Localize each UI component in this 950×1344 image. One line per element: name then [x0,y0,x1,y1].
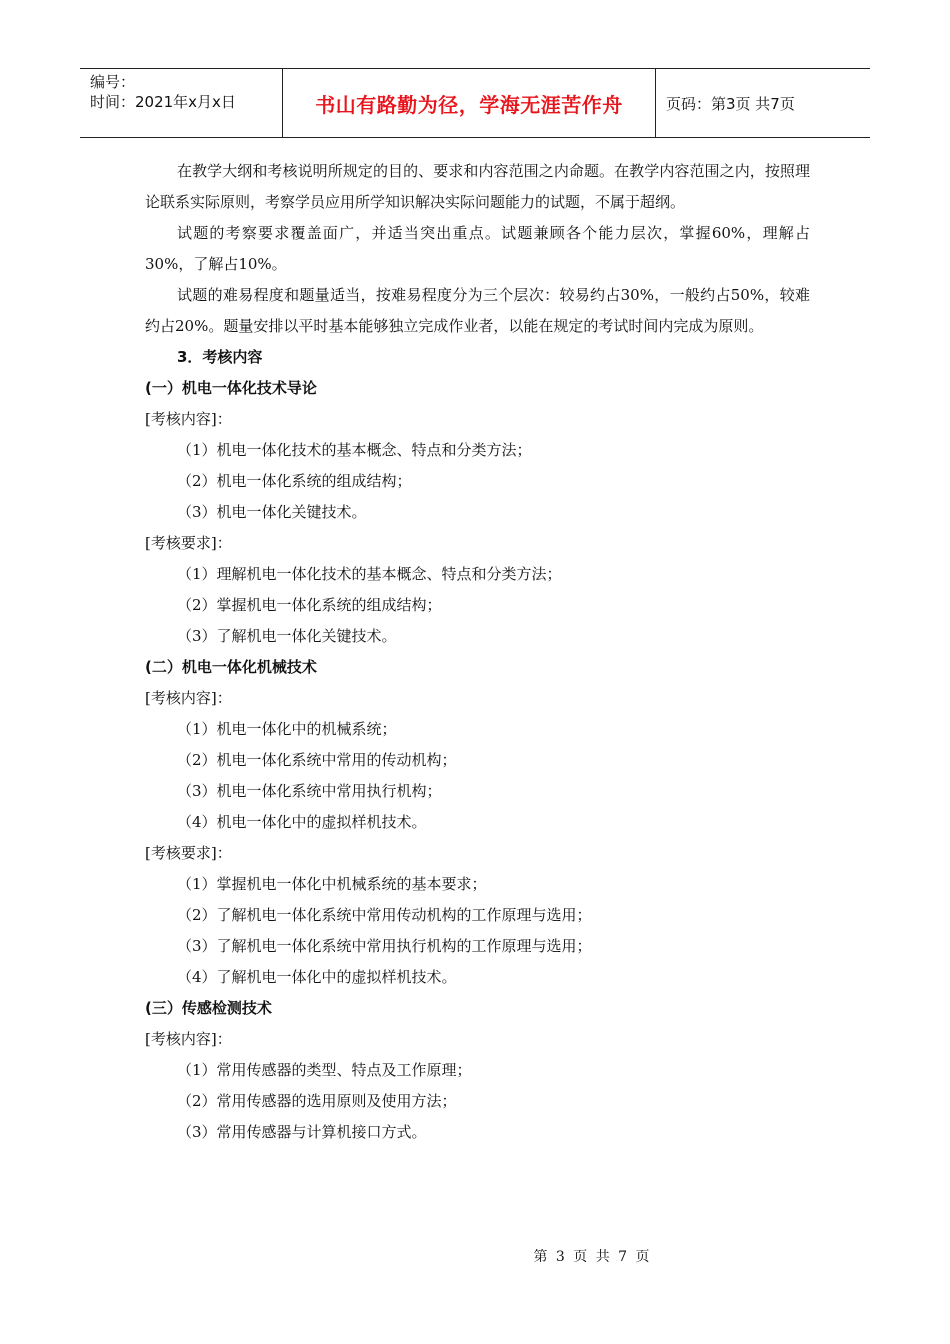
header-meta [80,69,283,137]
list-item: （3）常用传感器与计算机接口方式。 [177,1123,427,1141]
list-item: （2）掌握机电一体化系统的组成结构； [177,596,442,614]
list-item: （3）机电一体化关键技术。 [177,503,367,521]
list-item: （1）掌握机电一体化中机械系统的基本要求； [177,875,487,893]
paragraph-3: 试题的难易程度和题量适当，按难易程度分为三个层次：较易约占30%，一般约占50%，较难约占20%。题量安排以平时基本能够独立完成作业者，以能在规定的考试时间内完成为原则。 [145,286,810,335]
date-label: 时间：2021年x月x日 [90,93,236,111]
list-item: （1）机电一体化中的机械系统； [177,720,397,738]
content-label: [考核内容]： [145,410,232,428]
content-label: [考核内容]： [145,689,232,707]
list-item: （2）机电一体化系统中常用的传动机构； [177,751,457,769]
list-item: （3）机电一体化系统中常用执行机构； [177,782,442,800]
section-heading: 3．考核内容 [177,348,263,366]
header-motto: 书山有路勤为径，学海无涯苦作舟 [283,69,656,137]
list-item: （2）常用传感器的选用原则及使用方法； [177,1092,457,1110]
page-footer: 第 3 页 共 7 页 [533,1249,652,1265]
requirement-label: [考核要求]： [145,844,232,862]
list-item: （3）了解机电一体化系统中常用执行机构的工作原理与选用； [177,937,592,955]
content-label: [考核内容]： [145,1030,232,1048]
page-header [80,68,870,138]
subsection-title: (三）传感检测技术 [145,999,272,1017]
list-item: （1）常用传感器的类型、特点及工作原理； [177,1061,472,1079]
list-item: （1）机电一体化技术的基本概念、特点和分类方法； [177,441,532,459]
list-item: （3）了解机电一体化关键技术。 [177,627,397,645]
list-item: （4）机电一体化中的虚拟样机技术。 [177,813,427,831]
number-label: 编号： [90,73,136,91]
paragraph-2: 试题的考察要求覆盖面广，并适当突出重点。试题兼顾各个能力层次，掌握60%，理解占30%，了解占10%。 [145,224,810,273]
list-item: （2）了解机电一体化系统中常用传动机构的工作原理与选用； [177,906,592,924]
subsection-title: (二）机电一体化机械技术 [145,658,317,676]
list-item: （2）机电一体化系统的组成结构； [177,472,412,490]
requirement-label: [考核要求]： [145,534,232,552]
header-page-info: 页码：第3页 共7页 [666,94,795,113]
paragraph-1: 在教学大纲和考核说明所规定的目的、要求和内容范围之内命题。在教学内容范围之内，按照理论联系实际原则，考察学员应用所学知识解决实际问题能力的试题，不属于超纲。 [145,162,810,211]
subsection-title: (一）机电一体化技术导论 [145,379,317,397]
document-body [145,156,810,1148]
list-item: （1）理解机电一体化技术的基本概念、特点和分类方法； [177,565,562,583]
list-item: （4）了解机电一体化中的虚拟样机技术。 [177,968,457,986]
